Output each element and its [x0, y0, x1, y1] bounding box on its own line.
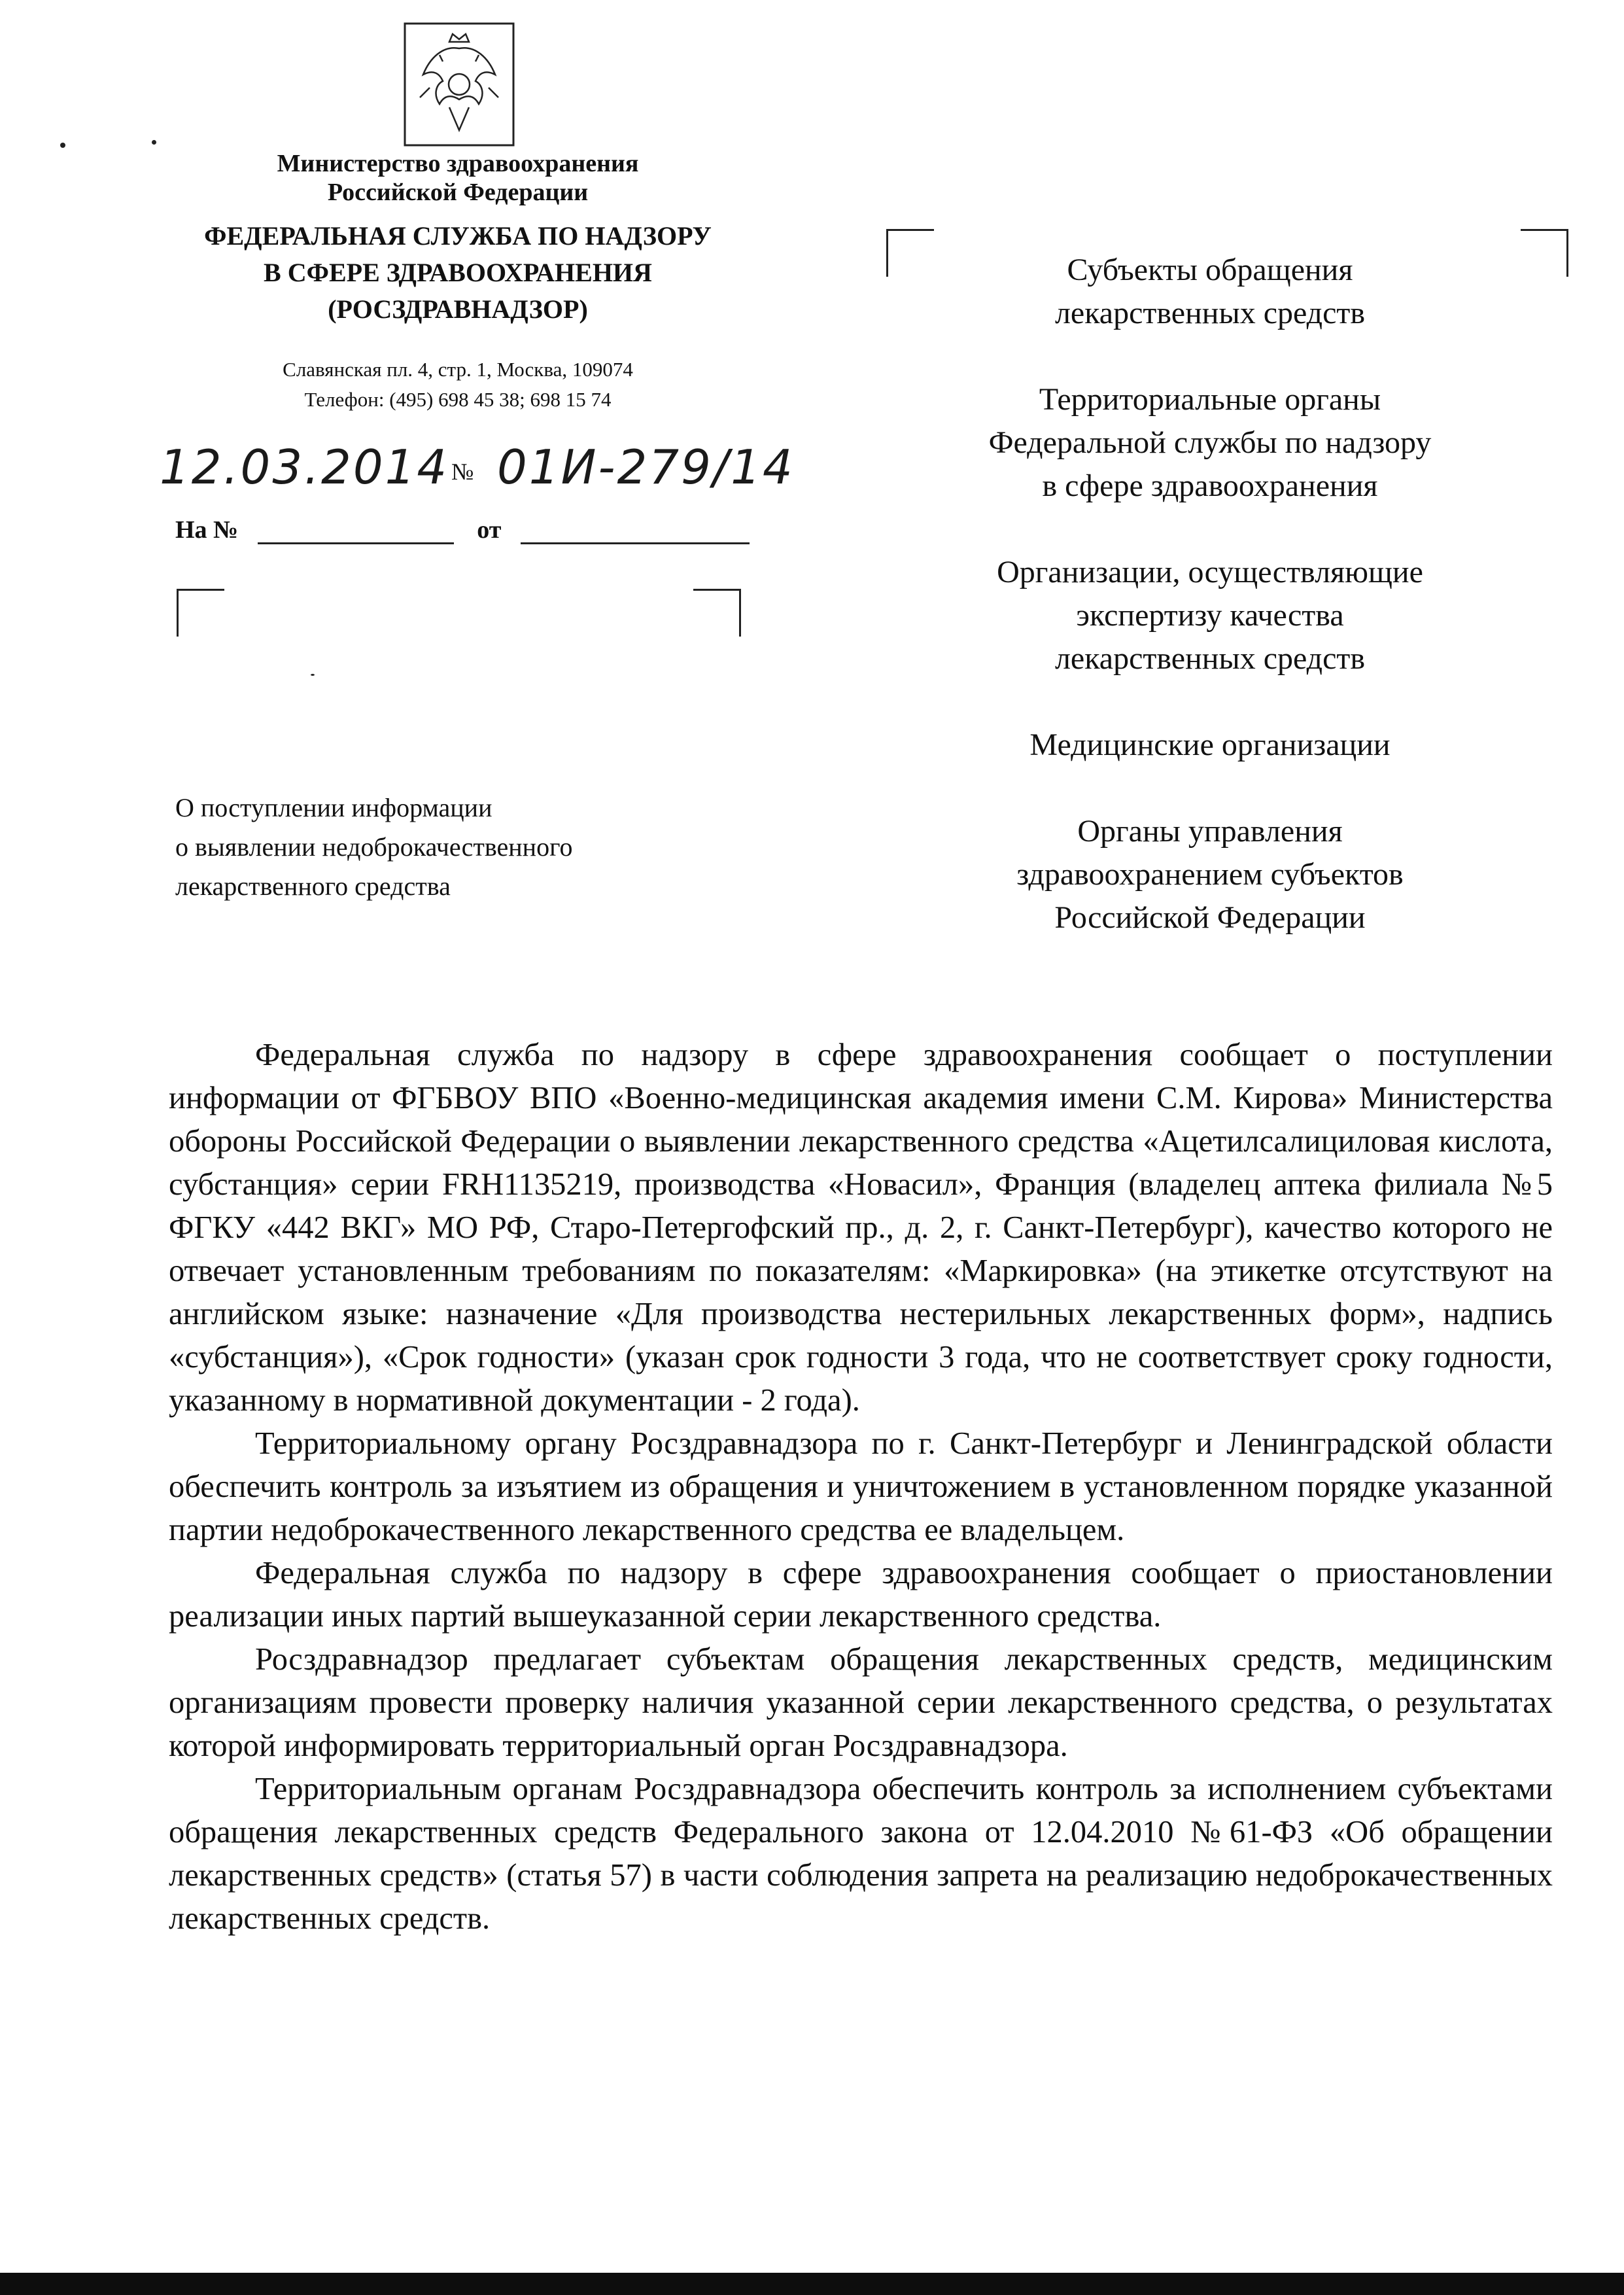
body-paragraph: Территориальным органам Росздравнадзора обеспечить контроль за исполнением субъектами обращения лекарственных средств Федерального закона от 12.04.2010 №61-ФЗ «Об обращении лекарственных средств» (статья 57) в части соблюдения запрета на реализацию недоброкачественных лекарственных средств.	[169, 1772, 1553, 1936]
addressee-list	[883, 249, 1537, 983]
reference-row	[175, 516, 750, 544]
corner-mark	[177, 589, 224, 637]
reference-from-label: от	[477, 516, 502, 544]
reference-number-line	[258, 523, 454, 544]
addressee-line: Медицинские организации	[1029, 727, 1391, 762]
service-line: В СФЕРЕ ЗДРАВООХРАНЕНИЯ	[264, 258, 652, 287]
scan-speck	[60, 143, 65, 148]
registration-number-label: №	[451, 459, 474, 485]
postal-address: Славянская пл. 4, стр. 1, Москва, 109074	[283, 358, 633, 381]
scan-speck	[152, 140, 156, 145]
reference-date-line	[521, 523, 750, 544]
ministry-line: Российской Федерации	[327, 179, 589, 206]
body-paragraph: Федеральная служба по надзору в сфере здравоохранения сообщает о приостановлении реализации иных партий вышеуказанной серии лекарственного средства.	[169, 1556, 1553, 1634]
addressee-line: Органы управления	[1077, 814, 1343, 849]
address-block	[196, 355, 719, 415]
body-paragraph: Росздравнадзор предлагает субъектам обращения лекарственных средств, медицинским организациям провести проверку наличия указанной серии лекарственного средства, о результатах которой информировать территориальный орган Росздравнадзора.	[169, 1642, 1553, 1763]
service-name	[131, 218, 785, 328]
addressee-line: Организации, осуществляющие	[997, 555, 1423, 589]
addressee-line: Федеральной службы по надзору	[988, 425, 1432, 460]
addressee	[883, 249, 1537, 335]
addressee-line: здравоохранением субъектов	[1016, 857, 1404, 892]
letter-subject	[175, 788, 764, 906]
service-line: ФЕДЕРАЛЬНАЯ СЛУЖБА ПО НАДЗОРУ	[204, 221, 712, 251]
body-paragraph: Федеральная служба по надзору в сфере здравоохранения сообщает о поступлении информации от ФГБВОУ ВПО «Военно-медицинская академия имени С.М. Кирова» Министерства обороны Российской Федерации о выявлении лекарственного средства «Ацетилсалициловая кислота, субстанция» серии FRH1135219, производства «Новасил», Франция (владелец аптека филиала №5 ФГКУ «442 ВКГ» МО РФ, Старо-Петергофский пр., д. 2, г. Санкт-Петербург), качество которого не отвечает установленным требованиям по показателям: «Маркировка» (на этикетке отсутствуют на английском языке: назначение «Для производства нестерильных лекарственных форм», надпись «субстанция»), «Срок годности» (указан срок годности 3 года, что не соответствует сроку годности, указанному в нормативной документации - 2 года).	[169, 1038, 1553, 1418]
addressee-line: Российской Федерации	[1054, 900, 1366, 935]
subject-line: о выявлении недоброкачественного	[175, 832, 573, 862]
subject-line: О поступлении информации	[175, 793, 492, 822]
addressee-line: лекарственных средств	[1054, 641, 1366, 676]
addressee	[883, 724, 1537, 767]
registration-date: 12.03.2014	[160, 440, 449, 495]
ministry-line: Министерство здравоохранения	[277, 150, 639, 177]
addressee-line: экспертизу качества	[1076, 598, 1344, 633]
reference-number-label: На №	[175, 516, 239, 544]
scan-speck	[311, 674, 315, 676]
state-emblem-icon	[404, 22, 515, 147]
service-line: (РОСЗДРАВНАДЗОР)	[328, 294, 588, 324]
scan-edge	[0, 2273, 1624, 2295]
addressee-line: Субъекты обращения	[1067, 253, 1353, 287]
addressee	[883, 378, 1537, 508]
addressee-line: Территориальные органы	[1039, 382, 1381, 417]
corner-mark	[693, 589, 741, 637]
addressee	[883, 551, 1537, 680]
addressee-line: лекарственных средств	[1054, 296, 1366, 330]
addressee-line: в сфере здравоохранения	[1042, 468, 1378, 503]
subject-line: лекарственного средства	[175, 871, 451, 901]
phone-numbers: Телефон: (495) 698 45 38; 698 15 74	[304, 388, 612, 411]
body-paragraph: Территориальному органу Росздравнадзора по г. Санкт-Петербург и Ленинградской области обеспечить контроль за изъятием из обращения и уничтожением в установленном порядке указанной партии недоброкачественного лекарственного средства ее владельцем.	[169, 1426, 1553, 1547]
registration-number: 01И-279/14	[497, 440, 795, 495]
letter-body	[169, 1034, 1553, 1940]
addressee	[883, 810, 1537, 939]
ministry-name	[196, 149, 719, 207]
